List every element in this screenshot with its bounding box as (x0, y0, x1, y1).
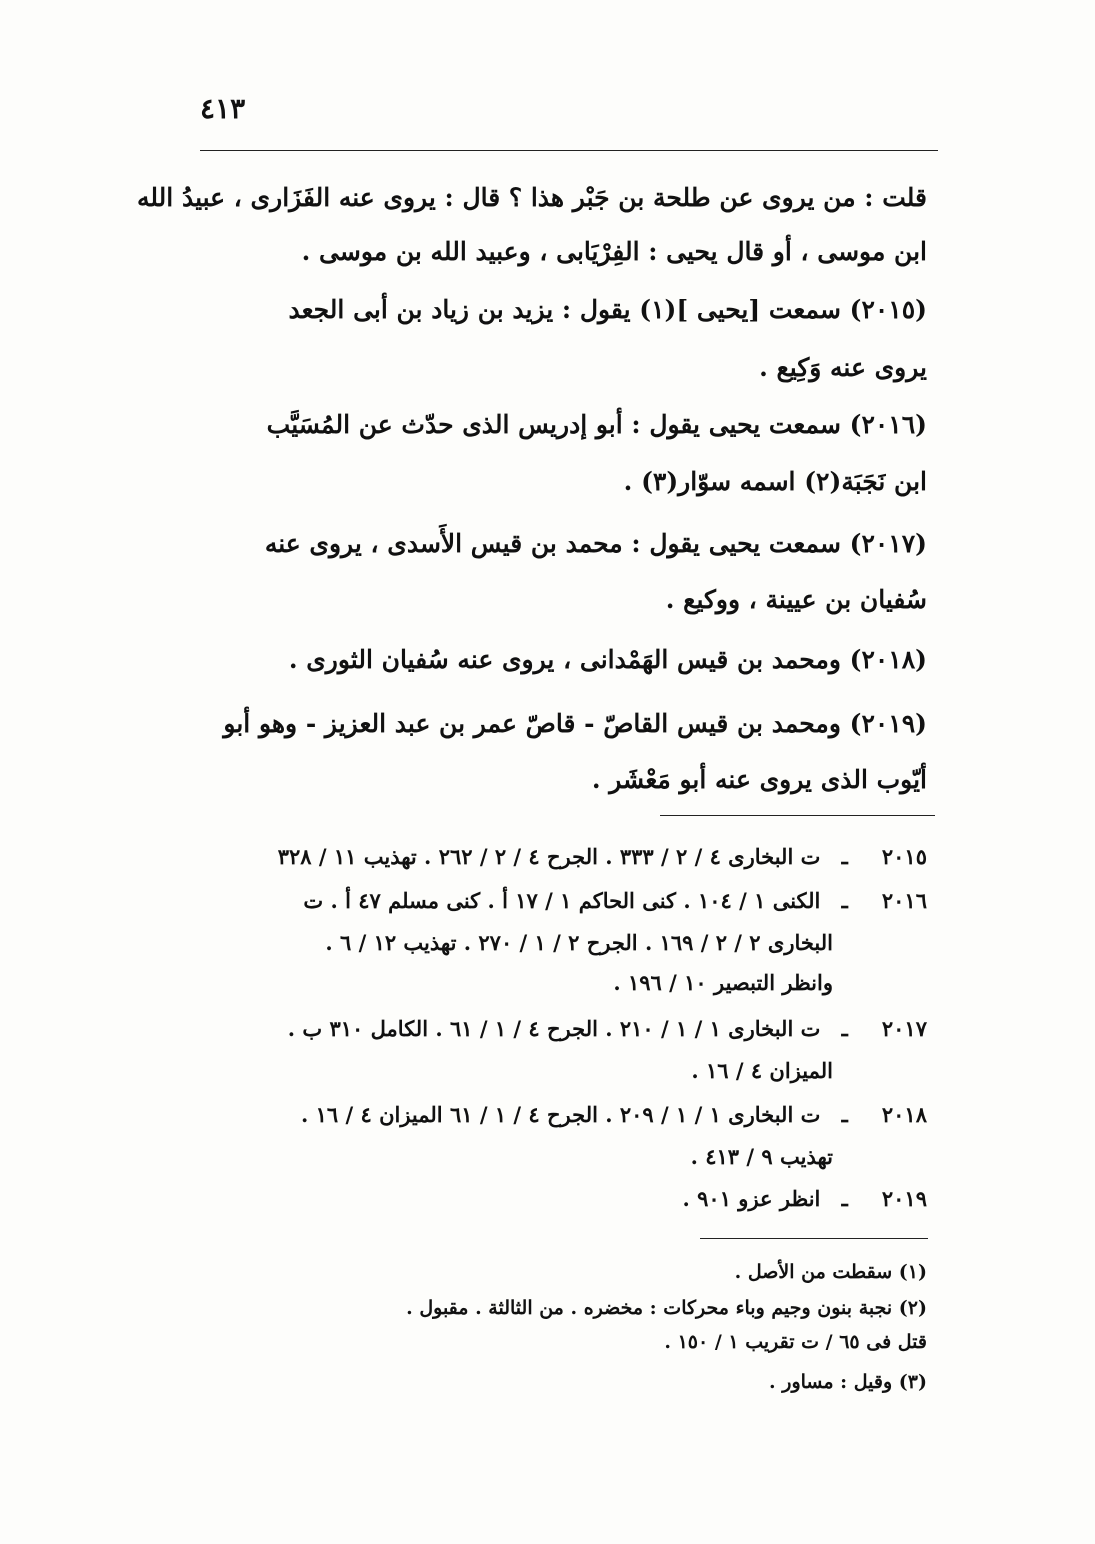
ref-number: ٢٠١٦ (881, 888, 927, 913)
ref-continuation: وانظر التبصير ١٠ / ١٩٦ . (613, 970, 833, 995)
footnote-2: (٢) نجبة بنون وجيم وباء محركات : مخضره . من الثالثة . مقبول . (406, 1297, 927, 1319)
ref-number: ٢٠١٧ (881, 1016, 927, 1041)
ref-number: ٢٠١٥ (881, 844, 927, 869)
entry-2016: (٢٠١٦) سمعت يحيى يقول : أبو إدريس الذى حدّث عن المُسَيَّب (266, 410, 927, 439)
entry-2015: (٢٠١٥) سمعت [يحيى ](١) يقول : يزيد بن زياد بن أبى الجعد (288, 295, 927, 324)
ref-row (303, 882, 927, 920)
ref-dash: ـ (841, 844, 848, 869)
ref-text: ت البخارى ١ / ١ / ٢٠٩ . الجرح ٤ / ١ / ٦١ الميزان ٤ / ١٦ . (301, 1102, 821, 1127)
ref-text: انظر عزو ٩٠١ . (682, 1186, 821, 1211)
text-line: ابن موسى ، أو قال يحيى : الفِرْيَابى ، وعبيد الله بن موسى . (301, 237, 927, 266)
header-rule (200, 150, 938, 151)
ref-dash: ـ (841, 1186, 848, 1211)
ref-continuation: الميزان ٤ / ١٦ . (691, 1058, 833, 1083)
entry-2018: (٢٠١٨) ومحمد بن قيس الهَمْدانى ، يروى عنه سُفيان الثورى . (288, 645, 927, 674)
ref-dash: ـ (841, 1016, 848, 1041)
ref-continuation: تهذيب ٩ / ٤١٣ . (690, 1144, 833, 1169)
footnote-1: (١) سقطت من الأصل . (734, 1261, 927, 1283)
notes-rule (700, 1238, 928, 1239)
entry-2017: (٢٠١٧) سمعت يحيى يقول : محمد بن قيس الأَسدى ، يروى عنه (264, 529, 927, 558)
ref-text: ت البخارى ٤ / ٢ / ٣٣٣ . الجرح ٤ / ٢ / ٢٦٢ . تهذيب ١١ / ٣٢٨ (277, 844, 821, 869)
ref-text: الكنى ١ / ١٠٤ . كنى الحاكم ١ / ١٧ أ . كنى مسلم ٤٧ أ . ت (303, 888, 821, 913)
ref-row (278, 838, 927, 876)
ref-dash: ـ (841, 1102, 848, 1127)
text-line: أيّوب الذى يروى عنه أبو مَعْشَر . (591, 765, 927, 794)
entry-2019: (٢٠١٩) ومحمد بن قيس القاصّ - قاصّ عمر بن عبد العزيز - وهو أبو (223, 709, 927, 738)
ref-row (683, 1180, 927, 1218)
ref-number: ٢٠١٨ (881, 1102, 927, 1127)
text-line: ابن نَجَبَة(٢) اسمه سوّار(٣) . (623, 467, 927, 496)
ref-dash: ـ (841, 888, 848, 913)
ref-row (288, 1010, 927, 1048)
ref-continuation: البخارى ٢ / ٢ / ١٦٩ . الجرح ٢ / ١ / ٢٧٠ . تهذيب ١٢ / ٦ . (325, 930, 833, 955)
ref-text: ت البخارى ١ / ١ / ٢١٠ . الجرح ٤ / ١ / ٦١ . الكامل ٣١٠ ب . (287, 1016, 821, 1041)
text-line: قلت : من يروى عن طلحة بن جَبْر هذا ؟ قال : يروى عنه الفَزَارى ، عبيدُ الله (137, 183, 927, 212)
text-line: يروى عنه وَكِيع . (759, 353, 927, 382)
refs-rule (660, 815, 935, 816)
ref-row (301, 1096, 927, 1134)
text-line: سُفيان بن عيينة ، ووكيع . (665, 585, 927, 614)
footnote-3: (٣) وقيل : مساور . (769, 1371, 927, 1393)
ref-number: ٢٠١٩ (881, 1186, 927, 1211)
footnote-2-cont: قتل فى ٦٥ / ت تقريب ١ / ١٥٠ . (664, 1331, 927, 1353)
page-number: ٤١٣ (200, 92, 246, 125)
